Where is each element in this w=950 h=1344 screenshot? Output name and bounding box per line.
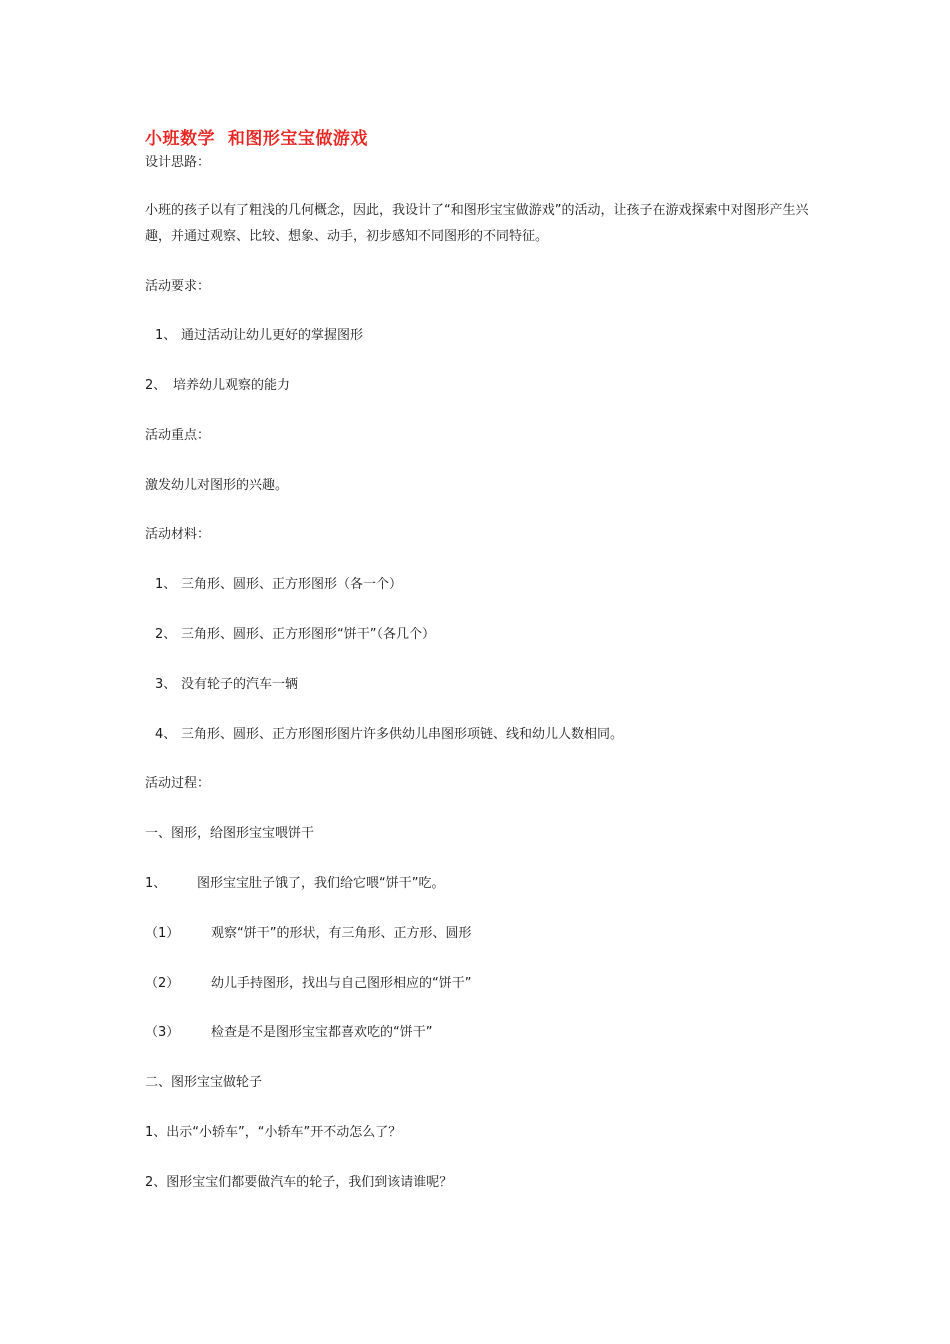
focus-heading: 活动重点：: [145, 428, 211, 443]
requirement-number: 2、: [145, 378, 167, 393]
section2-heading: 二、图形宝宝做轮子: [145, 1075, 263, 1090]
section2-step: 1、出示“小轿车”，“小轿车”开不动怎么了？: [145, 1125, 402, 1140]
requirement-text: 培养幼儿观察的能力: [173, 378, 291, 393]
material-text: 没有轮子的汽车一辆: [181, 677, 299, 692]
step-text: 图形宝宝肚子饿了，我们给它喂“饼干”吃。: [197, 876, 445, 891]
requirement-item: [155, 327, 363, 345]
requirement-text: 通过活动让幼儿更好的掌握图形: [181, 328, 364, 343]
substep-number: （1）: [145, 926, 180, 941]
material-text: 三角形、圆形、正方形图形（各一个）: [181, 577, 403, 592]
section1-substep: [145, 925, 471, 943]
focus-text: 激发幼儿对图形的兴趣。: [145, 478, 289, 493]
material-text: 三角形、圆形、正方形图形“饼干”（各几个）: [181, 627, 435, 642]
material-number: 1、: [155, 577, 177, 592]
document-title: 小班数学 和图形宝宝做游戏: [145, 129, 368, 149]
requirements-heading: 活动要求：: [145, 279, 211, 294]
material-number: 2、: [155, 627, 177, 642]
section1-substep: [145, 1024, 432, 1042]
material-number: 3、: [155, 677, 177, 692]
material-text: 三角形、圆形、正方形图形图片许多供幼儿串图形项链、线和幼儿人数相同。: [181, 727, 624, 742]
design-paragraph: 小班的孩子以有了粗浅的几何概念，因此，我设计了“和图形宝宝做游戏”的活动，让孩子在游戏探索中对图形产生兴趣，并通过观察、比较、想象、动手，初步感知不同图形的不同特征。: [145, 203, 809, 244]
requirement-item: [145, 377, 290, 395]
material-number: 4、: [155, 727, 177, 742]
substep-text: 幼儿手持图形，找出与自己图形相应的“饼干”: [211, 976, 472, 991]
material-item: [155, 726, 623, 744]
design-heading: 设计思路：: [145, 155, 211, 170]
section1-step: [145, 875, 444, 893]
requirement-number: 1、: [155, 328, 177, 343]
material-item: [155, 626, 435, 644]
section2-step: 2、图形宝宝们都要做汽车的轮子，我们到该请谁呢？: [145, 1175, 453, 1190]
substep-text: 观察“饼干”的形状，有三角形、正方形、圆形: [211, 926, 472, 941]
section1-substep: [145, 975, 471, 993]
material-item: [155, 576, 402, 594]
substep-number: （2）: [145, 976, 180, 991]
step-number: 1、: [145, 876, 167, 891]
process-heading: 活动过程：: [145, 776, 211, 791]
materials-heading: 活动材料：: [145, 527, 211, 542]
material-item: [155, 676, 298, 694]
section1-heading: 一、图形，给图形宝宝喂饼干: [145, 826, 315, 841]
substep-text: 检查是不是图形宝宝都喜欢吃的“饼干”: [211, 1025, 433, 1040]
substep-number: （3）: [145, 1025, 180, 1040]
